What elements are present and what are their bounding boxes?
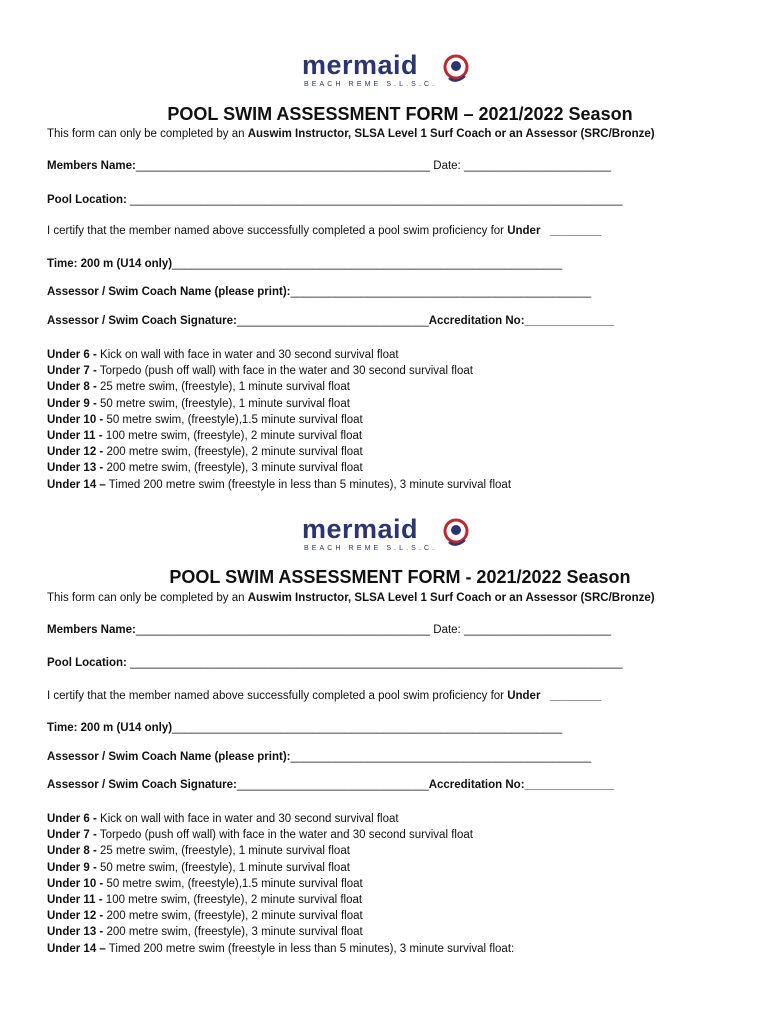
form-title: POOL SWIM ASSESSMENT FORM - 2021/2022 Season: [169, 567, 631, 587]
accreditation-field[interactable]: ______________: [524, 779, 615, 791]
list-item: [47, 379, 511, 395]
pool-location-row: [47, 657, 623, 669]
list-item: [47, 892, 514, 908]
coach-name-field[interactable]: _______________________________________________: [290, 286, 592, 298]
time-field[interactable]: _____________________________________________________________: [172, 258, 563, 270]
level-text: Torpedo (push off wall) with face in the water and 30 second survival float: [96, 365, 473, 378]
members-name-label: Members Name:: [47, 160, 136, 172]
time-row: [47, 258, 562, 270]
signature-label: Assessor / Swim Coach Signature:: [47, 315, 237, 327]
level-label: Under 12 -: [47, 910, 104, 923]
level-text: 100 metre swim, (freestyle), 2 minute survival float: [102, 430, 363, 443]
level-text: 200 metre swim, (freestyle), 3 minute survival float: [103, 462, 363, 475]
level-label: Under 7 -: [47, 829, 97, 842]
list-item: [47, 460, 511, 476]
levels-list: [47, 811, 514, 957]
accreditation-label: Accreditation No:: [428, 315, 525, 327]
intro-text: [47, 128, 655, 140]
certify-row: [47, 690, 601, 702]
list-item: [47, 444, 511, 460]
coach-name-label: Assessor / Swim Coach Name (please print):: [47, 286, 291, 298]
level-text: 50 metre swim, (freestyle), 1 minute survival float: [96, 861, 350, 874]
logo-subtitle: BEACH REME S.L.S.C.: [304, 545, 438, 552]
level-label: Under 12 -: [47, 446, 104, 459]
list-item: [47, 347, 511, 363]
list-item: [47, 908, 514, 924]
mermaid-emblem-icon: [443, 518, 471, 548]
mermaid-logo: [302, 514, 472, 556]
members-name-field[interactable]: ______________________________________________: [135, 160, 431, 172]
coach-name-row: [47, 751, 591, 763]
level-label: Under 10 -: [47, 413, 104, 426]
intro-qualifications: Auswim Instructor, SLSA Level 1 Surf Coach or an Assessor (SRC/Bronze): [247, 128, 655, 140]
pool-location-row: [47, 194, 623, 206]
time-field[interactable]: _____________________________________________________________: [172, 722, 563, 734]
members-name-row: [47, 160, 611, 172]
intro-qualifications: Auswim Instructor, SLSA Level 1 Surf Coach or an Assessor (SRC/Bronze): [247, 592, 655, 604]
list-item: [47, 941, 514, 957]
time-label: Time: 200 m (U14 only): [47, 258, 173, 270]
intro-prefix: This form can only be completed by an: [47, 592, 248, 604]
level-label: Under 9 -: [47, 861, 97, 874]
logo-wordmark: mermaid: [302, 514, 419, 544]
time-label: Time: 200 m (U14 only): [47, 722, 173, 734]
signature-label: Assessor / Swim Coach Signature:: [47, 779, 237, 791]
signature-field[interactable]: ______________________________: [236, 315, 429, 327]
list-item: [47, 428, 511, 444]
level-label: Under 11 -: [47, 894, 103, 907]
level-text: Kick on wall with face in water and 30 second survival float: [96, 813, 399, 825]
list-item: [47, 876, 514, 892]
list-item: [47, 860, 514, 876]
members-name-label: Members Name:: [47, 624, 136, 636]
coach-name-label: Assessor / Swim Coach Name (please print):: [47, 751, 291, 763]
list-item: [47, 396, 511, 412]
members-name-row: [47, 624, 611, 636]
level-label: Under 13 -: [47, 926, 104, 939]
intro-prefix: This form can only be completed by an: [47, 128, 248, 140]
level-text: 200 metre swim, (freestyle), 2 minute survival float: [103, 446, 363, 459]
level-text: 200 metre swim, (freestyle), 3 minute survival float: [103, 926, 363, 939]
signature-row: [47, 779, 614, 791]
level-text: Torpedo (push off wall) with face in the water and 30 second survival float: [96, 829, 473, 842]
level-label: Under 14 –: [47, 942, 106, 955]
mermaid-emblem-icon: [443, 54, 471, 84]
date-label: Date:: [430, 624, 464, 636]
certify-under-label: Under: [507, 690, 541, 702]
level-text: 50 metre swim, (freestyle),1.5 minute survival float: [103, 877, 363, 890]
level-text: 25 metre swim, (freestyle), 1 minute survival float: [96, 381, 350, 394]
level-label: Under 10 -: [47, 877, 104, 890]
pool-location-field[interactable]: _____________________________________________________________________________: [126, 194, 623, 206]
level-label: Under 13 -: [47, 462, 104, 475]
level-text: 200 metre swim, (freestyle), 2 minute survival float: [103, 910, 363, 923]
certify-under-field[interactable]: ________: [540, 225, 602, 237]
time-row: [47, 722, 562, 734]
certify-text: I certify that the member named above successfully completed a pool swim proficiency for: [47, 225, 508, 237]
certify-row: [47, 225, 601, 237]
level-label: Under 7 -: [47, 365, 97, 378]
list-item: [47, 924, 514, 940]
accreditation-field[interactable]: ______________: [524, 315, 615, 327]
signature-field[interactable]: ______________________________: [236, 779, 429, 791]
signature-row: [47, 315, 614, 327]
certify-under-label: Under: [507, 225, 541, 237]
level-text: 50 metre swim, (freestyle),1.5 minute survival float: [103, 413, 363, 426]
accreditation-label: Accreditation No:: [428, 779, 525, 791]
list-item: [47, 827, 514, 843]
level-label: Under 6 -: [47, 349, 97, 361]
list-item: [47, 363, 511, 379]
date-label: Date:: [430, 160, 464, 172]
logo-subtitle: BEACH REME S.L.S.C.: [304, 81, 438, 88]
logo-wordmark: mermaid: [302, 50, 419, 80]
level-label: Under 8 -: [47, 381, 97, 394]
certify-text: I certify that the member named above successfully completed a pool swim proficiency for: [47, 690, 508, 702]
list-item: [47, 477, 511, 493]
members-name-field[interactable]: ______________________________________________: [135, 624, 431, 636]
level-text: Timed 200 metre swim (freestyle in less than 5 minutes), 3 minute survival float: [105, 478, 512, 491]
pool-location-field[interactable]: _____________________________________________________________________________: [126, 657, 623, 669]
level-label: Under 8 -: [47, 845, 97, 858]
level-text: Kick on wall with face in water and 30 second survival float: [96, 349, 399, 361]
list-item: [47, 412, 511, 428]
list-item: [47, 843, 514, 859]
certify-under-field[interactable]: ________: [540, 690, 602, 702]
level-label: Under 9 -: [47, 397, 97, 410]
date-field[interactable]: _______________________: [463, 624, 612, 636]
level-text: 100 metre swim, (freestyle), 2 minute survival float: [102, 894, 363, 907]
level-label: Under 11 -: [47, 430, 103, 443]
form-title: POOL SWIM ASSESSMENT FORM – 2021/2022 Season: [167, 104, 633, 124]
coach-name-row: [47, 286, 591, 298]
coach-name-field[interactable]: _______________________________________________: [290, 751, 592, 763]
intro-text: [47, 592, 655, 604]
pool-location-label: Pool Location:: [47, 657, 127, 669]
date-field[interactable]: _______________________: [463, 160, 612, 172]
level-text: 50 metre swim, (freestyle), 1 minute survival float: [96, 397, 350, 410]
level-label: Under 6 -: [47, 813, 97, 825]
levels-list: [47, 347, 511, 493]
mermaid-logo: [302, 50, 472, 92]
level-text: 25 metre swim, (freestyle), 1 minute survival float: [96, 845, 350, 858]
level-text: Timed 200 metre swim (freestyle in less than 5 minutes), 3 minute survival float:: [105, 942, 515, 955]
pool-location-label: Pool Location:: [47, 194, 127, 206]
list-item: [47, 811, 514, 827]
level-label: Under 14 –: [47, 478, 106, 491]
